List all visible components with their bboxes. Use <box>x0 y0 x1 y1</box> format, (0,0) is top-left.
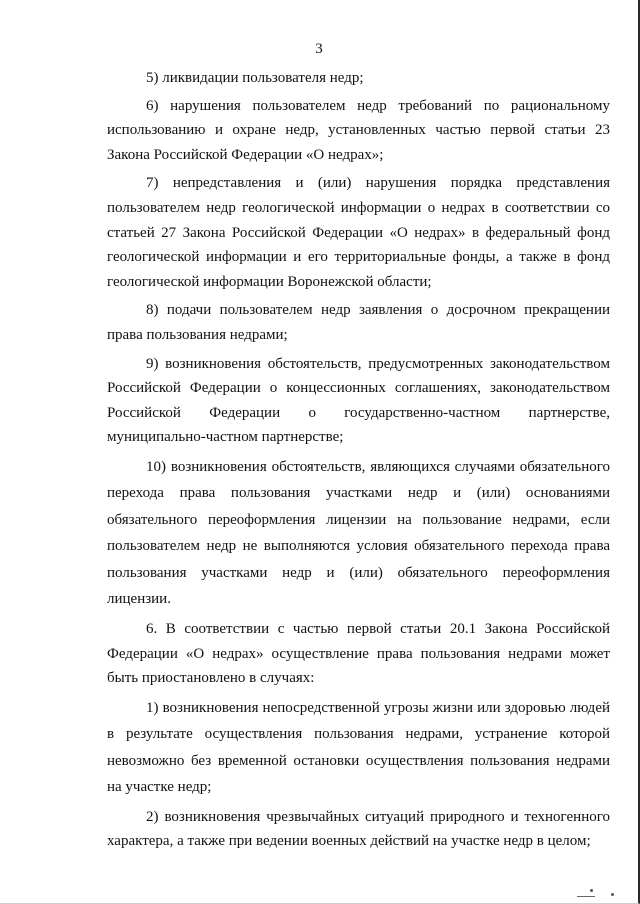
paragraph-item-6: 6) нарушения пользователем недр требований по рациональному использованию и охране недр, установленных частью первой статьи 23 Закона Российской Федерации «О недрах»; <box>107 97 610 163</box>
paragraph-item-2: 2) возникновения чрезвычайных ситуаций природного и техногенного характера, а также при ведении военных действий на участке недр в целом; <box>107 808 610 850</box>
scan-artifact-dot <box>590 889 593 892</box>
scan-artifact-mark <box>577 896 595 897</box>
paragraph-item-7: 7) непредставления и (или) нарушения порядка представления пользователем недр геологической информации о недрах в соответствии со статьей 27 Закона Российской Федерации «О недрах» в федеральный фонд геологической информации и его территориальные фонды, а также в фонд геологической информации Воронежской области; <box>107 175 610 290</box>
paragraph-item-5: 5) ликвидации пользователя недр; <box>146 70 364 86</box>
section-6-paragraph: 6. В соответствии с частью первой статьи 20.1 Закона Российской Федерации «О недрах» осуществление права пользования недрами может быть приостановлено в случаях: <box>107 620 610 687</box>
paragraph-item-8: 8) подачи пользователем недр заявления о досрочном прекращении права пользования недрами; <box>107 302 610 343</box>
paragraph-item-1: 1) возникновения непосредственной угрозы жизни или здоровью людей в результате осуществления пользования недрами, устранение которой невозможно без временной остановки осуществления пользования недрами на участке недр; <box>107 699 610 796</box>
scan-artifact-dot <box>611 893 614 896</box>
paragraph-item-10: 10) возникновения обстоятельств, являющихся случаями обязательного перехода права пользования участками недр и (или) основаниями обязательного переоформления лицензии на пользование недрами, если пользователем недр не выполняются условия обязательного перехода права пользования участками недр и (или) обязательного переоформления лицензии. <box>107 458 610 608</box>
document-body <box>107 66 610 858</box>
paragraph-item-9: 9) возникновения обстоятельств, предусмотренных законодательством Российской Федерации о концессионных соглашениях, законодательством Российской Федерации о государственно-частном партнерстве, муниципально-частном партнерстве; <box>107 355 610 446</box>
page-number: 3 <box>315 41 323 57</box>
